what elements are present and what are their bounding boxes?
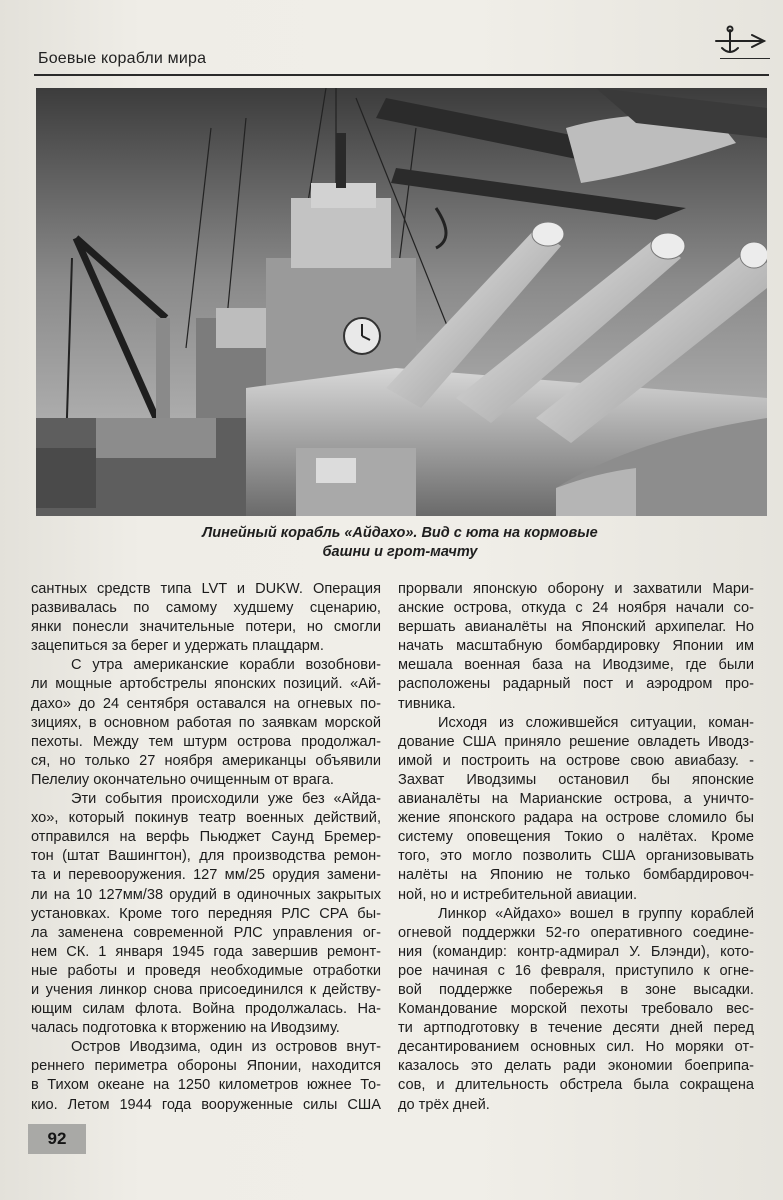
text-line: С утра американские корабли возобнови-	[71, 657, 381, 674]
text-line: ли мощные артобстрелы японских позиций. «Ай-	[31, 676, 381, 693]
text-line: хо», который покинув театр военных действий,	[31, 810, 381, 827]
text-line: та и перевооружения. 127 мм/25 орудия замени-	[31, 867, 381, 884]
photo-caption	[60, 524, 740, 562]
battleship-photo	[36, 88, 767, 516]
text-line: янки понесли значительные потери, но смогли	[31, 619, 381, 636]
text-line: Пелелиу окончательно очищенным от врага.	[31, 771, 334, 788]
text-line: расположены радарный пост и аэродром про-	[398, 676, 754, 693]
text-line: имой и построить на острове свою авиабазу. -	[398, 752, 754, 769]
text-line: нем СК. 1 января 1945 года завершив ремонт-	[31, 943, 381, 960]
text-line: до трёх дней.	[398, 1096, 490, 1113]
text-line: прорвали японскую оборону и захватили Мари-	[398, 581, 754, 597]
caption-line-1: Линейный корабль «Айдахо». Вид с юта на кормовые	[202, 525, 598, 541]
text-line: зацепиться за берег и удержать плацдарм.	[31, 638, 324, 655]
text-line: в Тихом океане на 1250 километров южнее То-	[31, 1077, 381, 1094]
text-line: ли на 10 127мм/38 орудий в одиночных закрытых	[31, 886, 381, 903]
text-line: ся, но только 27 ноября американцы объявили	[31, 752, 381, 769]
text-line: тон (штат Вашингтон), для производства ремон-	[31, 848, 381, 865]
text-line: ные работы и проведя необходимые отработки	[31, 962, 381, 979]
anchor-icon	[708, 24, 770, 58]
text-line: ла заменена современной РЛС управления ог-	[31, 924, 381, 941]
text-line: вой поддержке побережья в зоне высадки.	[398, 981, 754, 998]
text-line: тивника.	[398, 695, 456, 712]
text-line: мешала военная база на Иводзиме, где были	[398, 657, 754, 674]
text-line: дование США приняло решение овладеть Иводз-	[398, 733, 754, 750]
text-line: ющим силам флота. Война продолжалась. На-	[31, 1001, 381, 1018]
text-line: и учения линкор снова присоединился к действу-	[31, 981, 381, 998]
text-line: огневой поддержки 52-го оперативного соедине-	[398, 924, 754, 941]
header-rule	[34, 74, 769, 76]
text-line: сантных средств типа LVT и DUKW. Операция	[31, 581, 381, 597]
text-line: Эти события происходили уже без «Айда-	[71, 791, 381, 808]
text-line: ти артподготовку в течение десяти дней перед	[398, 1020, 754, 1037]
text-line: отправился на верфь Пьюджет Саунд Бремер-	[31, 829, 381, 846]
text-line: Захват Иводзимы остановил бы японские	[398, 771, 754, 788]
page-number-text: 92	[47, 1129, 67, 1148]
text-line: сов, и длительность обстрела была сокращена	[398, 1077, 754, 1094]
page-number	[28, 1124, 86, 1154]
running-title: Боевые корабли мира	[38, 50, 207, 67]
text-line: того, это могло позволить США организовывать	[398, 848, 754, 865]
text-line: развивалась по самому худшему сценарию,	[31, 600, 381, 617]
text-line: вершать авианалёты на Японский архипелаг. Но	[398, 619, 754, 636]
text-line: ния (командир: контр-адмирал У. Блэнди), кото-	[398, 943, 754, 960]
text-line: начать масштабную бомбардировку Японии им	[398, 638, 754, 655]
text-line: реннего периметра обороны Японии, находится	[31, 1058, 381, 1075]
caption-line-2: башни и грот-мачту	[322, 544, 478, 560]
left-column	[31, 580, 381, 1115]
text-line: десантированием основных сил. Но моряки от-	[398, 1039, 754, 1056]
text-line: кио. Летом 1944 года вооруженные силы США	[31, 1096, 381, 1113]
text-line: авианалёты на Марианские острова, а уничто-	[398, 791, 754, 808]
text-line: Остров Иводзима, один из островов внут-	[71, 1039, 381, 1056]
text-line: жение японского радара на острове сломило бы	[398, 810, 754, 827]
text-line: установках. Кроме того передняя РЛС СРА бы-	[31, 905, 381, 922]
text-line: рое начиная с 16 февраля, приступило к огне-	[398, 962, 754, 979]
text-line: чалась подготовка к вторжению на Иводзиму.	[31, 1020, 340, 1037]
text-line: дахо» до 24 сентября оставался на огневых по-	[31, 695, 381, 712]
text-line: ной, но и истребительной авиации.	[398, 886, 638, 903]
header-rule-short	[720, 58, 770, 59]
right-column	[398, 580, 754, 1115]
text-line: казалось это делать ради экономии боеприпа-	[398, 1058, 754, 1075]
text-line: зициях, в основном работая по заявкам морской	[31, 714, 381, 731]
text-line: пехоты. Между тем штурм острова продолжал-	[31, 733, 381, 750]
text-line: Исходя из сложившейся ситуации, коман-	[438, 714, 754, 731]
text-line: налёты на Японию не только бомбардировоч-	[398, 867, 754, 884]
text-line: анские острова, откуда с 24 ноября начали со-	[398, 600, 754, 617]
text-line: систему оповещения Токио о налётах. Кроме	[398, 829, 754, 846]
text-line: Линкор «Айдахо» вошел в группу кораблей	[438, 905, 754, 922]
text-line: Командование морской пехоты требовало вес-	[398, 1001, 754, 1018]
